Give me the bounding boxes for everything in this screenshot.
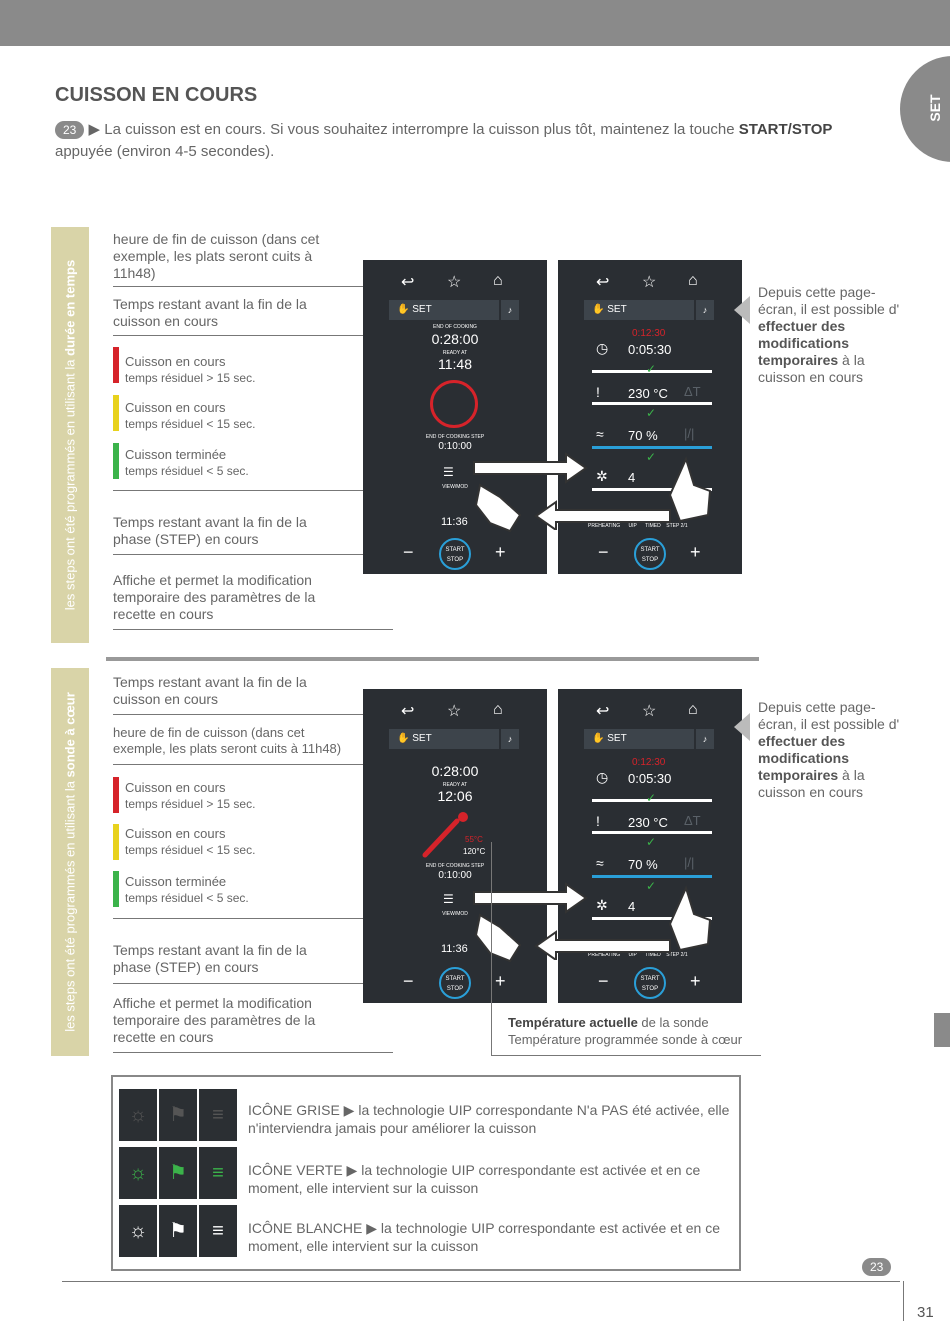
check-icon: ✓ (646, 362, 657, 376)
home-icon[interactable]: ⌂ (688, 272, 698, 289)
start-stop-button[interactable]: START STOP (439, 967, 471, 999)
bell-icon[interactable]: ♪ (501, 300, 519, 320)
yellow-status-label: Cuisson en cours temps résiduel < 15 sec. (125, 400, 256, 431)
timer-row[interactable]: ◷ 0:05:30 (596, 340, 672, 357)
view-mod-label: VIEW/MOD (442, 911, 468, 917)
check-icon: ✓ (646, 450, 657, 464)
star-icon[interactable]: ☆ (447, 703, 462, 720)
probe-explanation: Température actuelle de la sonde Température programmée sonde à cœur (508, 1015, 743, 1047)
remaining-time: 0:28:00 (431, 331, 479, 347)
label-end-time: heure de fin de cuisson (dans cet exemple, les plats seront cuits à 11h48) (113, 725, 342, 756)
legend-white-text: ICÔNE BLANCHE ▶ la technologie UIP correspondante est activée et en ce moment, elle intervient sur la cuisson (248, 1220, 720, 1254)
intro-bold: START/STOP (738, 121, 833, 138)
red-status-label: Cuisson en cours temps résiduel > 15 sec. (125, 780, 256, 811)
panel2-sidebar-bold: sonde à cœur (62, 692, 78, 778)
panel2-sidebar-text: les steps ont été programmés en utilisant la (62, 777, 78, 1032)
step-label: END OF COOKING STEP (425, 863, 485, 869)
legend-green-text: ICÔNE VERTE ▶ la technologie UIP correspondante est activée et en ce moment, elle intervient sur la cuisson (248, 1162, 701, 1196)
set-bar[interactable]: ✋ SET (584, 300, 694, 320)
panel1-sidebar-text: les steps ont été programmés en utilisant la (62, 355, 78, 611)
label-end-time: heure de fin de cuisson (dans cet exemple, les plats seront cuits à 11h48) (113, 231, 320, 281)
top-header-bar (0, 0, 950, 46)
label-step-remaining: Temps restant avant la fin de la phase (STEP) en cours (113, 942, 307, 975)
green-status-bar (113, 871, 119, 907)
step-badge: 23 (55, 121, 84, 139)
set-section-tab (900, 56, 950, 162)
check-icon: ✓ (646, 835, 657, 849)
ready-time: 11:48 (438, 356, 472, 372)
intro-paragraph (55, 119, 855, 163)
panel1-sidebar-bold: durée en temps (62, 259, 78, 356)
thermometer-icon: ! (596, 813, 600, 829)
uip-green-lightbulb-icon: ☼ (119, 1147, 157, 1199)
yellow-status-bar (113, 395, 119, 431)
step-time: 0:10:00 (438, 441, 472, 452)
green-status-label: Cuisson terminée temps résiduel < 5 sec. (125, 447, 249, 478)
plus-button[interactable]: + (690, 542, 701, 562)
plus-button[interactable]: + (495, 971, 506, 991)
step-label: END OF COOKING STEP (425, 434, 485, 440)
callout-pointer (734, 296, 750, 324)
label-remaining: Temps restant avant la fin de la cuisson en cours (113, 296, 307, 329)
check-icon: ✓ (646, 791, 657, 805)
panel2-sidebar (51, 668, 89, 1056)
fan-icon: ✲ (596, 468, 608, 484)
clock-time: 11:36 (441, 516, 468, 528)
intro-tail: appuyée (environ 4-5 secondes). (55, 143, 275, 160)
timer-icon: ◷ (596, 769, 609, 785)
uip-white-lightbulb-icon: ☼ (119, 1205, 157, 1257)
panel1-callout: Depuis cette page-écran, il est possible d' effectuer des modifications temporaires à la cuisson en cours (758, 284, 900, 385)
menu-icon[interactable]: ☰ (443, 892, 454, 906)
red-status-label: Cuisson en cours temps résiduel > 15 sec. (125, 354, 256, 385)
uip-green-settings-icon: ≡ (199, 1147, 237, 1199)
start-stop-button[interactable]: START STOP (634, 538, 666, 570)
timer-icon: ◷ (596, 340, 609, 356)
start-stop-button[interactable]: START STOP (439, 538, 471, 570)
uip-grey-settings-icon: ≡ (199, 1089, 237, 1141)
humidity-row[interactable]: ≈ 70 % |/| (596, 855, 695, 872)
yellow-status-label: Cuisson en cours temps résiduel < 15 sec. (125, 826, 256, 857)
minus-button[interactable]: − (403, 542, 414, 562)
bottom-labels: PREHEATING UIP TIMED STEP 2/1 (588, 952, 688, 958)
star-icon[interactable]: ☆ (642, 274, 657, 291)
hand-pointer-icon (666, 884, 716, 954)
temp-row[interactable]: ! 230 °C ΔT (596, 813, 701, 830)
icon-legend (111, 1075, 741, 1271)
page-number: 31 (917, 1304, 934, 1321)
remaining-time: 0:28:00 (431, 763, 479, 779)
red-status-bar (113, 777, 119, 813)
bell-icon[interactable]: ♪ (696, 300, 714, 320)
uip-green-probe-icon: ⚑ (159, 1147, 197, 1199)
section-title: CUISSON EN COURS (55, 84, 258, 106)
humidity-icon: ≈ (596, 855, 604, 871)
label-remaining: Temps restant avant la fin de la cuisson en cours (113, 674, 307, 707)
minus-button[interactable]: − (403, 971, 414, 991)
end-cooking-label: END OF COOKING (433, 324, 477, 330)
check-icon: ✓ (646, 406, 657, 420)
panel1-sidebar (51, 227, 89, 643)
uip-white-probe-icon: ⚑ (159, 1205, 197, 1257)
red-time: 0:12:30 (632, 757, 666, 768)
footer-badge: 23 (862, 1258, 891, 1276)
home-icon[interactable]: ⌂ (688, 701, 698, 718)
panel2-callout: Depuis cette page-écran, il est possible d' effectuer des modifications temporaires à la cuisson en cours (758, 699, 900, 800)
clock-time: 11:36 (441, 943, 468, 955)
label-params: Affiche et permet la modification temporaire des paramètres de la recette en cours (113, 995, 316, 1045)
clock-icon (430, 380, 478, 428)
minus-button[interactable]: − (598, 542, 609, 562)
plus-button[interactable]: + (690, 971, 701, 991)
back-icon[interactable]: ↩ (596, 274, 610, 291)
ready-label: READY AT (442, 782, 468, 788)
menu-icon[interactable]: ☰ (443, 465, 454, 479)
red-time: 0:12:30 (632, 328, 666, 339)
triangle-icon: ▶ (88, 121, 101, 138)
back-icon[interactable]: ↩ (596, 703, 610, 720)
uip-grey-lightbulb-icon: ☼ (119, 1089, 157, 1141)
hand-pointer-icon (470, 905, 530, 965)
timer-row[interactable]: ◷ 0:05:30 (596, 769, 672, 786)
fan-row[interactable]: ✲ 4 (596, 468, 636, 485)
bottom-labels: PREHEATING UIP TIMED STEP 2/1 (588, 523, 688, 529)
hand-pointer-icon (470, 475, 530, 535)
plus-button[interactable]: + (495, 542, 506, 562)
home-icon[interactable]: ⌂ (493, 701, 503, 718)
ready-label: READY AT (442, 350, 468, 356)
label-params: Affiche et permet la modification temporaire des paramètres de la recette en cours (113, 572, 316, 622)
view-mod-label: VIEW/MOD (442, 484, 468, 490)
minus-button[interactable]: − (598, 971, 609, 991)
check-icon: ✓ (646, 879, 657, 893)
label-step-remaining: Temps restant avant la fin de la phase (STEP) en cours (113, 514, 307, 547)
set-bar[interactable]: ✋ SET (389, 300, 499, 320)
back-icon[interactable]: ↩ (401, 274, 415, 291)
green-status-label: Cuisson terminée temps résiduel < 5 sec. (125, 874, 249, 905)
uip-grey-probe-icon: ⚑ (159, 1089, 197, 1141)
yellow-status-bar (113, 824, 119, 860)
bell-icon[interactable]: ♪ (501, 729, 519, 749)
bell-icon[interactable]: ♪ (696, 729, 714, 749)
green-status-bar (113, 443, 119, 479)
page-side-marker (934, 1013, 950, 1047)
set-tab-label: SET (927, 94, 943, 122)
intro-text: La cuisson est en cours. Si vous souhaitez interrompre la cuisson plus tôt, maintenez la touche (104, 121, 739, 138)
set-bar[interactable]: ✋ SET (389, 729, 499, 749)
probe-actual-temp: 55°C (465, 835, 483, 844)
thermometer-icon: ! (596, 384, 600, 400)
probe-set-temp: 120°C (463, 847, 486, 856)
legend-grey-text: ICÔNE GRISE ▶ la technologie UIP correspondante N'a PAS été activée, elle n'interviendra jamais pour améliorer la cuisson (248, 1102, 730, 1136)
ready-time: 12:06 (437, 788, 473, 804)
back-icon[interactable]: ↩ (401, 703, 415, 720)
fan-row[interactable]: ✲ 4 (596, 897, 636, 914)
hand-pointer-icon (666, 455, 716, 525)
uip-white-settings-icon: ≡ (199, 1205, 237, 1257)
home-icon[interactable]: ⌂ (493, 272, 503, 289)
fan-icon: ✲ (596, 897, 608, 913)
temp-row[interactable]: ! 230 °C ΔT (596, 384, 701, 401)
callout-pointer (734, 713, 750, 741)
set-bar[interactable]: ✋ SET (584, 729, 694, 749)
humidity-icon: ≈ (596, 426, 604, 442)
humidity-row[interactable]: ≈ 70 % |/| (596, 426, 695, 443)
panel-divider (106, 657, 759, 661)
star-icon[interactable]: ☆ (642, 703, 657, 720)
red-status-bar (113, 347, 119, 383)
star-icon[interactable]: ☆ (447, 274, 462, 291)
step-time: 0:10:00 (438, 870, 472, 881)
start-stop-button[interactable]: START STOP (634, 967, 666, 999)
